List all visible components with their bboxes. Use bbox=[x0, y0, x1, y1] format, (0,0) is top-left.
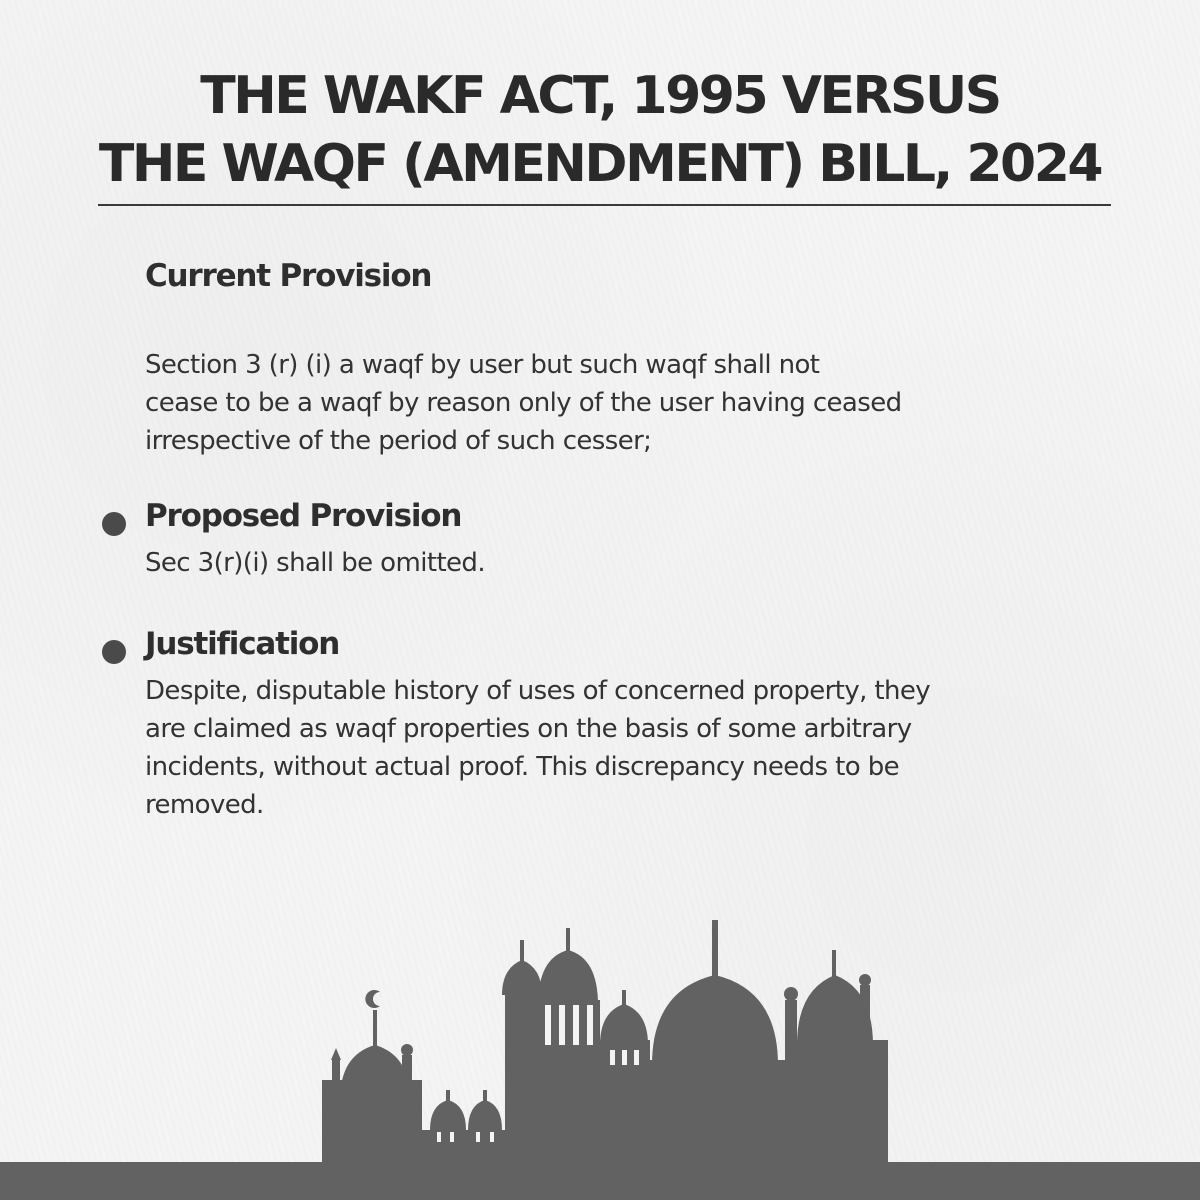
ground-band bbox=[0, 1162, 1200, 1200]
justification-text: Despite, disputable history of uses of concerned property, they are claimed as waqf properties on the basis of some arbitrary incidents, without actual proof. This discrepancy needs to be removed. bbox=[145, 676, 931, 820]
proposed-provision-section bbox=[145, 498, 1105, 582]
justification-section bbox=[145, 626, 1105, 824]
current-provision-text: Section 3 (r) (i) a waqf by user but such waqf shall not cease to be a waqf by reason only of the user having ceased irrespective of the period of such cesser; bbox=[145, 350, 902, 456]
current-provision-section bbox=[145, 258, 1105, 460]
bullet-dot-icon bbox=[102, 512, 126, 536]
title-underline bbox=[98, 204, 1111, 206]
page-title bbox=[0, 62, 1200, 198]
mosque-silhouette-icon bbox=[0, 880, 1200, 1200]
proposed-provision-text: Sec 3(r)(i) shall be omitted. bbox=[145, 548, 485, 578]
bullet-dot-icon bbox=[102, 640, 126, 664]
proposed-provision-heading: Proposed Provision bbox=[145, 498, 462, 534]
current-provision-heading: Current Provision bbox=[145, 258, 432, 294]
justification-heading: Justification bbox=[145, 626, 340, 662]
title-line-1: THE WAKF ACT, 1995 VERSUS bbox=[200, 66, 1000, 126]
title-line-2: THE WAQF (AMENDMENT) BILL, 2024 bbox=[98, 134, 1102, 194]
